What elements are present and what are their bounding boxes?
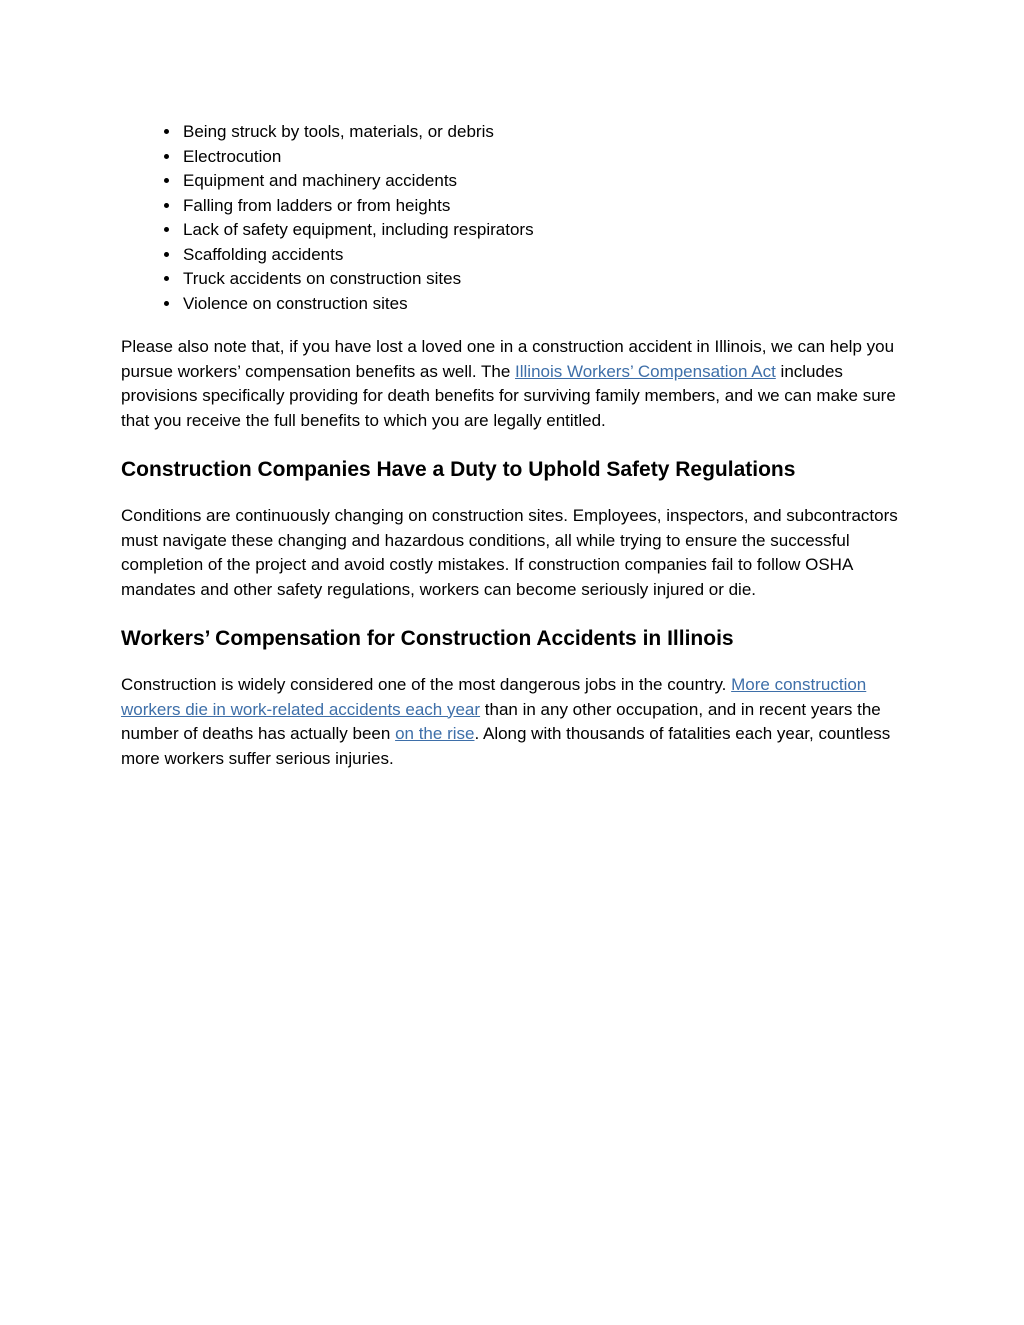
list-item: • Electrocution <box>181 145 903 170</box>
list-item: • Truck accidents on construction sites <box>181 267 903 292</box>
text-run: than in any other occupation, and in recent years the number of deaths has actually been <box>121 699 881 743</box>
heading-workers-compensation-illinois: Workers’ Compensation for Construction Accidents in Illinois <box>121 627 734 650</box>
construction-hazards-list <box>121 120 903 316</box>
list-item: • Violence on construction sites <box>181 292 903 317</box>
link-illinois-workers-compensation-act[interactable]: Illinois Workers’ Compensation Act <box>515 361 776 381</box>
text-run: Construction is widely considered one of the most dangerous jobs in the country. <box>121 675 732 694</box>
paragraph-dangerous-jobs <box>121 673 903 771</box>
heading-safety-regulations: Construction Companies Have a Duty to Uphold Safety Regulations <box>121 458 796 481</box>
text-run: . Along with thousands of fatalities each year, countless more workers suffer serious injuries. <box>121 724 891 768</box>
list-item: • Scaffolding accidents <box>181 243 903 268</box>
list-item: • Lack of safety equipment, including respirators <box>181 218 903 243</box>
link-on-the-rise[interactable]: on the rise <box>395 724 475 743</box>
list-item: • Being struck by tools, materials, or debris <box>181 120 903 145</box>
paragraph-death-benefits-note <box>121 335 903 433</box>
list-item: • Falling from ladders or from heights <box>181 194 903 219</box>
link-more-construction-workers-die[interactable]: More construction workers die in work-related accidents each year <box>121 675 867 719</box>
text-run: Please also note that, if you have lost a loved one in a construction accident in Illinois, we can help you pursue workers’ compensation benefits as well. The <box>121 337 895 381</box>
text-run: includes provisions specifically providing for death benefits for surviving family members, and we can make sure that you receive the full benefits to which you are legally entitled. <box>121 361 896 430</box>
paragraph-changing-conditions: Conditions are continuously changing on construction sites. Employees, inspectors, and subcontractors must navigate these changing and hazardous conditions, all while trying to ensure the successful completion of the project and avoid costly mistakes. If construction companies fail to follow OSHA mandates and other safety regulations, workers can become seriously injured or die. <box>121 506 898 599</box>
list-item: • Equipment and machinery accidents <box>181 169 903 194</box>
